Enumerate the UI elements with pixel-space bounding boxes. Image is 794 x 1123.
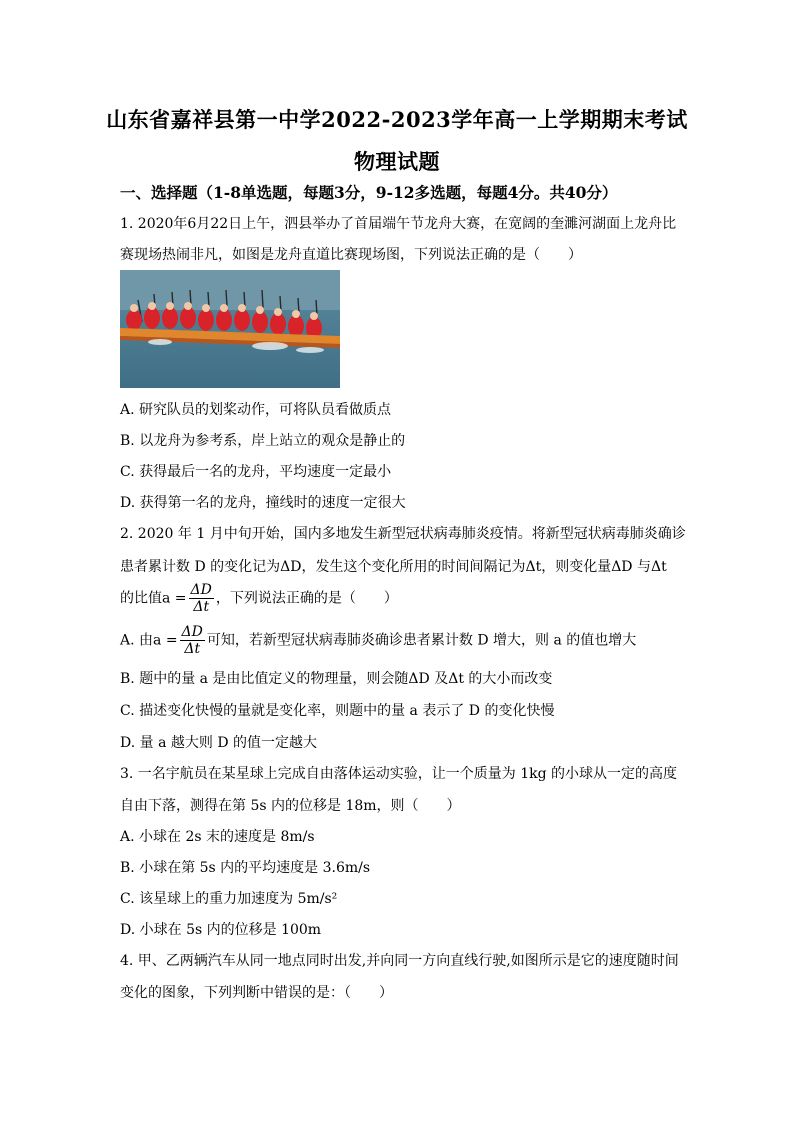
exam-subtitle: 物理试题 xyxy=(354,149,440,174)
q2-formula-lhs: a = xyxy=(162,590,187,607)
q1-text-line2: 赛现场热闹非凡，如图是龙舟直道比赛现场图，下列说法正确的是（ ） xyxy=(120,247,582,263)
q2-optA-denominator: Δt xyxy=(184,641,201,657)
q2-text-line1: 2. 2020 年 1 月中旬开始，国内多地发生新型冠状病毒肺炎疫情。将新型冠状病毒肺炎确诊 xyxy=(120,526,686,542)
q2-optA-formula-fraction xyxy=(180,624,205,657)
q3-option-b: B. 小球在第 5s 内的平均速度是 3.6m/s xyxy=(120,860,371,876)
q2-option-c: C. 描述变化快慢的量就是变化率，则题中的量 a 表示了 D 的变化快慢 xyxy=(120,703,555,719)
q3-option-a: A. 小球在 2s 末的速度是 8m/s xyxy=(120,829,315,845)
q2-optA-prefix: A. 由 xyxy=(120,632,154,649)
q2-optA-suffix: 可知，若新型冠状病毒肺炎确诊患者累计数 D 增大，则 a 的值也增大 xyxy=(206,632,637,649)
q3-text-line1: 3. 一名宇航员在某星球上完成自由落体运动实验，让一个质量为 1kg 的小球从一定的高度 xyxy=(120,766,678,782)
q4-text-line2: 变化的图象，下列判断中错误的是：（ ） xyxy=(120,985,393,1001)
q2-formula-numerator: ΔD xyxy=(190,582,212,598)
q2-optA-formula-lhs: a = xyxy=(153,632,178,649)
q2-text-line2: 患者累计数 D 的变化记为ΔD，发生这个变化所用的时间间隔记为Δt，则变化量ΔD 与Δt xyxy=(120,559,667,575)
q2-text-line3 xyxy=(120,582,398,615)
q2-line3-prefix: 的比值 xyxy=(120,590,162,607)
q1-text-line1: 1. 2020年6月22日上午，泗县举办了首届端午节龙舟大赛，在宽阔的奎濉河湖面上龙舟比 xyxy=(120,216,677,232)
q3-option-d: D. 小球在 5s 内的位移是 100m xyxy=(120,922,322,938)
q1-option-c: C. 获得最后一名的龙舟，平均速度一定最小 xyxy=(120,464,392,480)
q4-text-line1: 4. 甲、乙两辆汽车从同一地点同时出发,并向同一方向直线行驶,如图所示是它的速度随时间 xyxy=(120,953,679,969)
q3-option-c: C. 该星球上的重力加速度为 5m/s² xyxy=(120,891,338,907)
q2-line3-suffix: ，下列说法正确的是（ ） xyxy=(215,590,398,607)
dragon-boat-photo xyxy=(120,270,340,388)
q2-formula-denominator: Δt xyxy=(193,599,210,615)
q1-option-a: A. 研究队员的划桨动作，可将队员看做质点 xyxy=(120,402,392,418)
q2-optA-numerator: ΔD xyxy=(181,624,203,640)
q1-option-d: D. 获得第一名的龙舟，撞线时的速度一定很大 xyxy=(120,495,406,511)
exam-title: 山东省嘉祥县第一中学2022-2023学年高一上学期期末考试 xyxy=(106,107,688,132)
section-heading: 一、选择题（1-8单选题，每题3分，9-12多选题，每题4分。共40分） xyxy=(120,183,618,202)
q3-text-line2: 自由下落，测得在第 5s 内的位移是 18m，则（ ） xyxy=(120,798,461,814)
q2-option-d: D. 量 a 越大则 D 的值一定越大 xyxy=(120,735,317,751)
q2-option-b: B. 题中的量 a 是由比值定义的物理量，则会随ΔD 及Δt 的大小而改变 xyxy=(120,671,553,687)
q1-option-b: B. 以龙舟为参考系，岸上站立的观众是静止的 xyxy=(120,433,406,449)
q2-formula-fraction xyxy=(189,582,214,615)
q2-option-a xyxy=(120,624,636,657)
